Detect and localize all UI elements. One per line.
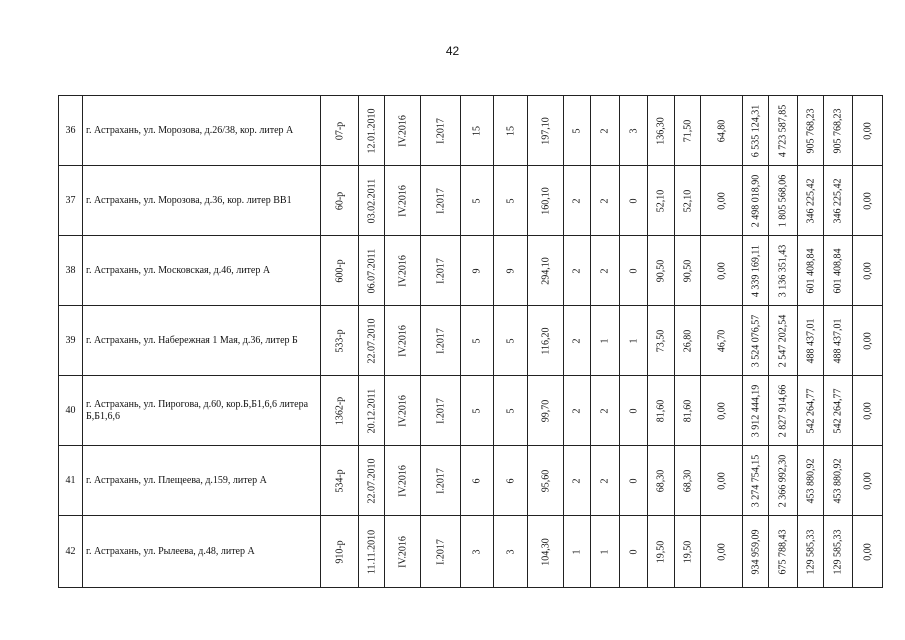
cost-local-cell bbox=[853, 306, 883, 376]
apartments-private-value: 0 bbox=[628, 478, 639, 483]
apartments-total-cell bbox=[564, 236, 591, 306]
residents-resettled-value: 5 bbox=[505, 338, 516, 343]
apartments-municipal-value: 2 bbox=[599, 198, 611, 203]
order-date-value: 22.07.2010 bbox=[366, 318, 377, 363]
cost-total-value: 3 524 076,57 bbox=[750, 314, 761, 367]
living-area-municipal-cell bbox=[675, 306, 701, 376]
living-area-municipal-cell bbox=[675, 516, 701, 588]
cost-regional-2-cell bbox=[824, 516, 853, 588]
cost-regional-value: 601 408,84 bbox=[805, 248, 816, 293]
residents-resettled-cell bbox=[494, 166, 528, 236]
residents-total-cell bbox=[461, 236, 494, 306]
start-period-cell bbox=[385, 446, 421, 516]
living-area-private-value: 0,00 bbox=[716, 401, 727, 420]
apartments-total-value: 2 bbox=[571, 478, 583, 483]
apartments-municipal-value: 2 bbox=[599, 408, 611, 413]
living-area-private-value: 0,00 bbox=[716, 191, 727, 210]
end-period-cell bbox=[421, 96, 461, 166]
living-area-total-cell bbox=[648, 236, 675, 306]
residents-total-value: 5 bbox=[471, 198, 483, 203]
area-total-cell bbox=[528, 306, 564, 376]
residents-total-cell bbox=[461, 96, 494, 166]
residents-resettled-cell bbox=[494, 236, 528, 306]
apartments-total-value: 1 bbox=[571, 549, 583, 554]
end-period-value: I.2017 bbox=[435, 327, 446, 354]
residents-resettled-cell bbox=[494, 446, 528, 516]
area-total-cell bbox=[528, 446, 564, 516]
cost-total-cell bbox=[743, 96, 769, 166]
cost-federal-value: 3 136 351,43 bbox=[777, 244, 789, 297]
order-number-cell bbox=[321, 376, 359, 446]
start-period-cell bbox=[385, 376, 421, 446]
cost-total-cell bbox=[743, 236, 769, 306]
living-area-municipal-cell bbox=[675, 446, 701, 516]
living-area-municipal-value: 71,50 bbox=[682, 119, 693, 142]
end-period-value: I.2017 bbox=[435, 467, 446, 494]
cost-total-cell bbox=[743, 166, 769, 236]
apartments-total-cell bbox=[564, 166, 591, 236]
cost-total-cell bbox=[743, 306, 769, 376]
order-number-value: 910-р bbox=[334, 539, 345, 564]
end-period-cell bbox=[421, 516, 461, 588]
cost-regional-2-value: 488 437,01 bbox=[832, 318, 844, 363]
cost-total-value: 2 498 018,90 bbox=[750, 174, 761, 227]
row-number: 42 bbox=[59, 516, 83, 588]
row-number: 38 bbox=[59, 236, 83, 306]
living-area-total-value: 19,50 bbox=[655, 540, 667, 563]
cost-local-value: 0,00 bbox=[862, 471, 873, 490]
residents-resettled-cell bbox=[494, 376, 528, 446]
apartments-total-cell bbox=[564, 376, 591, 446]
cost-local-value: 0,00 bbox=[862, 191, 873, 210]
area-total-value: 197,10 bbox=[540, 116, 551, 145]
cost-regional-2-cell bbox=[824, 236, 853, 306]
apartments-municipal-cell bbox=[591, 306, 620, 376]
order-number-cell bbox=[321, 96, 359, 166]
apartments-municipal-cell bbox=[591, 446, 620, 516]
apartments-private-cell bbox=[620, 516, 648, 588]
living-area-municipal-value: 68,30 bbox=[682, 469, 693, 492]
residents-resettled-value: 3 bbox=[505, 549, 516, 554]
table-row bbox=[59, 306, 883, 376]
order-number-cell bbox=[321, 306, 359, 376]
apartments-private-cell bbox=[620, 376, 648, 446]
page-number: 42 bbox=[445, 44, 460, 58]
end-period-cell bbox=[421, 446, 461, 516]
living-area-private-value: 0,00 bbox=[716, 261, 727, 280]
residents-resettled-value: 5 bbox=[505, 408, 516, 413]
cost-federal-cell bbox=[769, 166, 798, 236]
living-area-municipal-cell bbox=[675, 166, 701, 236]
living-area-private-value: 0,00 bbox=[716, 542, 727, 561]
order-date-value: 03.02.2011 bbox=[366, 178, 377, 223]
cost-federal-cell bbox=[769, 446, 798, 516]
residents-total-cell bbox=[461, 376, 494, 446]
area-total-value: 116,20 bbox=[540, 326, 551, 355]
start-period-value: IV.2016 bbox=[397, 114, 408, 147]
order-date-value: 12.01.2010 bbox=[366, 108, 377, 153]
apartments-private-cell bbox=[620, 236, 648, 306]
start-period-cell bbox=[385, 96, 421, 166]
cost-regional-value: 453 880,92 bbox=[805, 458, 816, 503]
area-total-cell bbox=[528, 96, 564, 166]
address-cell: г. Астрахань, ул. Московская, д.46, литер А bbox=[83, 236, 321, 306]
order-number-value: 533-р bbox=[334, 328, 345, 353]
cost-regional-2-cell bbox=[824, 96, 853, 166]
living-area-private-cell bbox=[701, 516, 743, 588]
table-row bbox=[59, 376, 883, 446]
area-total-value: 104,30 bbox=[540, 537, 551, 566]
apartments-private-cell bbox=[620, 306, 648, 376]
apartments-total-value: 5 bbox=[571, 128, 583, 133]
apartments-total-value: 2 bbox=[571, 268, 583, 273]
living-area-municipal-cell bbox=[675, 96, 701, 166]
cost-regional-cell bbox=[798, 376, 824, 446]
cost-federal-cell bbox=[769, 376, 798, 446]
cost-regional-cell bbox=[798, 236, 824, 306]
row-number: 41 bbox=[59, 446, 83, 516]
table-row bbox=[59, 96, 883, 166]
apartments-municipal-cell bbox=[591, 516, 620, 588]
living-area-total-cell bbox=[648, 516, 675, 588]
housing-registry-table bbox=[58, 95, 883, 588]
cost-local-cell bbox=[853, 376, 883, 446]
end-period-cell bbox=[421, 166, 461, 236]
cost-regional-2-value: 129 585,33 bbox=[832, 529, 844, 574]
cost-federal-value: 2 366 992,30 bbox=[777, 454, 789, 507]
cost-total-value: 934 959,09 bbox=[750, 529, 761, 574]
area-total-cell bbox=[528, 236, 564, 306]
table-row bbox=[59, 166, 883, 236]
apartments-municipal-value: 1 bbox=[599, 338, 611, 343]
residents-total-value: 15 bbox=[471, 125, 483, 136]
residents-total-value: 5 bbox=[471, 408, 483, 413]
address-cell: г. Астрахань, ул. Плещеева, д.159, литер А bbox=[83, 446, 321, 516]
cost-federal-value: 675 788,43 bbox=[777, 529, 789, 574]
living-area-private-value: 0,00 bbox=[716, 471, 727, 490]
apartments-private-value: 0 bbox=[628, 549, 639, 554]
cost-regional-cell bbox=[798, 516, 824, 588]
living-area-private-cell bbox=[701, 446, 743, 516]
living-area-municipal-value: 90,50 bbox=[682, 259, 693, 282]
living-area-total-value: 52,10 bbox=[655, 189, 667, 212]
cost-local-cell bbox=[853, 446, 883, 516]
living-area-total-value: 90,50 bbox=[655, 259, 667, 282]
start-period-value: IV.2016 bbox=[397, 394, 408, 427]
cost-federal-cell bbox=[769, 96, 798, 166]
cost-local-value: 0,00 bbox=[862, 401, 873, 420]
living-area-total-cell bbox=[648, 166, 675, 236]
apartments-private-cell bbox=[620, 446, 648, 516]
residents-resettled-value: 9 bbox=[505, 268, 516, 273]
living-area-total-value: 73,50 bbox=[655, 329, 667, 352]
cost-regional-cell bbox=[798, 96, 824, 166]
order-date-value: 11.11.2010 bbox=[366, 529, 377, 574]
apartments-municipal-cell bbox=[591, 166, 620, 236]
residents-total-value: 6 bbox=[471, 478, 483, 483]
living-area-total-value: 68,30 bbox=[655, 469, 667, 492]
table-row bbox=[59, 516, 883, 588]
apartments-municipal-value: 2 bbox=[599, 478, 611, 483]
start-period-cell bbox=[385, 236, 421, 306]
apartments-private-cell bbox=[620, 96, 648, 166]
apartments-municipal-value: 2 bbox=[599, 128, 611, 133]
apartments-municipal-value: 2 bbox=[599, 268, 611, 273]
area-total-cell bbox=[528, 376, 564, 446]
apartments-total-cell bbox=[564, 96, 591, 166]
cost-local-value: 0,00 bbox=[862, 261, 873, 280]
living-area-municipal-cell bbox=[675, 236, 701, 306]
cost-total-value: 6 535 124,31 bbox=[750, 104, 761, 157]
living-area-private-cell bbox=[701, 96, 743, 166]
cost-local-value: 0,00 bbox=[862, 331, 873, 350]
address-cell: г. Астрахань, ул. Набережная 1 Мая, д.36, литер Б bbox=[83, 306, 321, 376]
residents-total-cell bbox=[461, 306, 494, 376]
cost-regional-value: 905 768,23 bbox=[805, 108, 816, 153]
residents-resettled-cell bbox=[494, 516, 528, 588]
address-cell: г. Астрахань, ул. Пирогова, д.60, кор.Б,Б1,6,6 литера Б,Б1,6,6 bbox=[83, 376, 321, 446]
cost-regional-value: 129 585,33 bbox=[805, 529, 816, 574]
order-date-value: 22.07.2010 bbox=[366, 458, 377, 503]
apartments-private-value: 1 bbox=[628, 338, 639, 343]
address-cell: г. Астрахань, ул. Морозова, д.36, кор. литер ВВ1 bbox=[83, 166, 321, 236]
cost-federal-value: 4 723 587,85 bbox=[777, 104, 789, 157]
cost-regional-2-value: 905 768,23 bbox=[832, 108, 844, 153]
cost-federal-value: 2 547 202,54 bbox=[777, 314, 789, 367]
cost-federal-value: 2 827 914,66 bbox=[777, 384, 789, 437]
residents-total-cell bbox=[461, 166, 494, 236]
cost-total-value: 3 912 444,19 bbox=[750, 384, 761, 437]
order-date-cell bbox=[359, 446, 385, 516]
start-period-value: IV.2016 bbox=[397, 464, 408, 497]
apartments-municipal-cell bbox=[591, 376, 620, 446]
living-area-total-cell bbox=[648, 96, 675, 166]
end-period-value: I.2017 bbox=[435, 538, 446, 565]
cost-total-value: 4 339 169,11 bbox=[750, 244, 761, 297]
area-total-cell bbox=[528, 516, 564, 588]
apartments-total-cell bbox=[564, 516, 591, 588]
cost-regional-2-cell bbox=[824, 376, 853, 446]
area-total-value: 160,10 bbox=[540, 186, 551, 215]
row-number: 37 bbox=[59, 166, 83, 236]
table-row bbox=[59, 446, 883, 516]
living-area-private-cell bbox=[701, 166, 743, 236]
apartments-municipal-value: 1 bbox=[599, 549, 611, 554]
cost-local-value: 0,00 bbox=[862, 542, 873, 561]
order-date-cell bbox=[359, 306, 385, 376]
row-number: 39 bbox=[59, 306, 83, 376]
cost-total-value: 3 274 754,15 bbox=[750, 454, 761, 507]
start-period-value: IV.2016 bbox=[397, 254, 408, 287]
apartments-total-cell bbox=[564, 446, 591, 516]
start-period-cell bbox=[385, 166, 421, 236]
cost-regional-2-cell bbox=[824, 166, 853, 236]
cost-total-cell bbox=[743, 516, 769, 588]
cost-regional-2-value: 601 408,84 bbox=[832, 248, 844, 293]
cost-federal-value: 1 805 568,06 bbox=[777, 174, 789, 227]
order-date-cell bbox=[359, 166, 385, 236]
order-number-cell bbox=[321, 236, 359, 306]
order-number-cell bbox=[321, 516, 359, 588]
cost-federal-cell bbox=[769, 306, 798, 376]
apartments-total-value: 2 bbox=[571, 338, 583, 343]
apartments-municipal-cell bbox=[591, 236, 620, 306]
start-period-value: IV.2016 bbox=[397, 184, 408, 217]
living-area-total-value: 136,30 bbox=[655, 116, 667, 145]
area-total-value: 294,10 bbox=[540, 256, 551, 285]
order-date-value: 06.07.2011 bbox=[366, 248, 377, 293]
residents-total-cell bbox=[461, 516, 494, 588]
cost-regional-value: 542 264,77 bbox=[805, 388, 816, 433]
living-area-total-value: 81,60 bbox=[655, 399, 667, 422]
apartments-private-value: 0 bbox=[628, 408, 639, 413]
order-number-value: 07-р bbox=[334, 121, 345, 140]
residents-resettled-value: 15 bbox=[505, 125, 516, 136]
cost-regional-2-value: 453 880,92 bbox=[832, 458, 844, 503]
cost-regional-2-value: 542 264,77 bbox=[832, 388, 844, 433]
order-number-value: 600-р bbox=[334, 258, 345, 283]
apartments-private-value: 0 bbox=[628, 198, 639, 203]
cost-regional-cell bbox=[798, 166, 824, 236]
cost-federal-cell bbox=[769, 516, 798, 588]
living-area-municipal-value: 19,50 bbox=[682, 540, 693, 563]
row-number: 40 bbox=[59, 376, 83, 446]
order-date-cell bbox=[359, 516, 385, 588]
order-date-cell bbox=[359, 236, 385, 306]
living-area-total-cell bbox=[648, 376, 675, 446]
residents-total-cell bbox=[461, 446, 494, 516]
order-date-cell bbox=[359, 96, 385, 166]
cost-local-cell bbox=[853, 166, 883, 236]
living-area-private-value: 46,70 bbox=[716, 329, 727, 352]
apartments-total-value: 2 bbox=[571, 408, 583, 413]
cost-regional-2-cell bbox=[824, 306, 853, 376]
cost-regional-value: 346 225,42 bbox=[805, 178, 816, 223]
start-period-cell bbox=[385, 516, 421, 588]
living-area-total-cell bbox=[648, 306, 675, 376]
end-period-value: I.2017 bbox=[435, 187, 446, 214]
residents-total-value: 9 bbox=[471, 268, 483, 273]
table-row bbox=[59, 236, 883, 306]
end-period-cell bbox=[421, 306, 461, 376]
apartments-private-value: 3 bbox=[628, 128, 639, 133]
cost-local-value: 0,00 bbox=[862, 121, 873, 140]
cost-regional-cell bbox=[798, 306, 824, 376]
living-area-municipal-value: 81,60 bbox=[682, 399, 693, 422]
cost-local-cell bbox=[853, 236, 883, 306]
order-number-cell bbox=[321, 166, 359, 236]
cost-federal-cell bbox=[769, 236, 798, 306]
order-number-value: 534-р bbox=[334, 468, 345, 493]
living-area-private-cell bbox=[701, 306, 743, 376]
residents-resettled-value: 6 bbox=[505, 478, 516, 483]
order-number-value: 1362-р bbox=[334, 396, 345, 425]
cost-regional-2-cell bbox=[824, 446, 853, 516]
row-number: 36 bbox=[59, 96, 83, 166]
cost-local-cell bbox=[853, 516, 883, 588]
cost-total-cell bbox=[743, 376, 769, 446]
start-period-cell bbox=[385, 306, 421, 376]
living-area-municipal-value: 26,80 bbox=[682, 329, 693, 352]
address-cell: г. Астрахань, ул. Рылеева, д.48, литер А bbox=[83, 516, 321, 588]
end-period-value: I.2017 bbox=[435, 117, 446, 144]
apartments-private-value: 0 bbox=[628, 268, 639, 273]
living-area-private-cell bbox=[701, 376, 743, 446]
start-period-value: IV.2016 bbox=[397, 324, 408, 357]
residents-total-value: 3 bbox=[471, 549, 483, 554]
residents-resettled-value: 5 bbox=[505, 198, 516, 203]
cost-local-cell bbox=[853, 96, 883, 166]
cost-regional-cell bbox=[798, 446, 824, 516]
end-period-cell bbox=[421, 236, 461, 306]
area-total-value: 95,60 bbox=[540, 469, 551, 492]
order-number-value: 60-р bbox=[334, 191, 345, 210]
cost-regional-value: 488 437,01 bbox=[805, 318, 816, 363]
address-cell: г. Астрахань, ул. Морозова, д.26/38, кор. литер А bbox=[83, 96, 321, 166]
residents-total-value: 5 bbox=[471, 338, 483, 343]
apartments-private-cell bbox=[620, 166, 648, 236]
start-period-value: IV.2016 bbox=[397, 535, 408, 568]
living-area-municipal-value: 52,10 bbox=[682, 189, 693, 212]
end-period-cell bbox=[421, 376, 461, 446]
apartments-total-cell bbox=[564, 306, 591, 376]
end-period-value: I.2017 bbox=[435, 257, 446, 284]
area-total-cell bbox=[528, 166, 564, 236]
residents-resettled-cell bbox=[494, 306, 528, 376]
living-area-total-cell bbox=[648, 446, 675, 516]
cost-regional-2-value: 346 225,42 bbox=[832, 178, 844, 223]
residents-resettled-cell bbox=[494, 96, 528, 166]
order-date-cell bbox=[359, 376, 385, 446]
order-number-cell bbox=[321, 446, 359, 516]
cost-total-cell bbox=[743, 446, 769, 516]
living-area-private-cell bbox=[701, 236, 743, 306]
area-total-value: 99,70 bbox=[540, 399, 551, 422]
apartments-municipal-cell bbox=[591, 96, 620, 166]
living-area-municipal-cell bbox=[675, 376, 701, 446]
end-period-value: I.2017 bbox=[435, 397, 446, 424]
order-date-value: 20.12.2011 bbox=[366, 388, 377, 433]
living-area-private-value: 64,80 bbox=[716, 119, 727, 142]
apartments-total-value: 2 bbox=[571, 198, 583, 203]
